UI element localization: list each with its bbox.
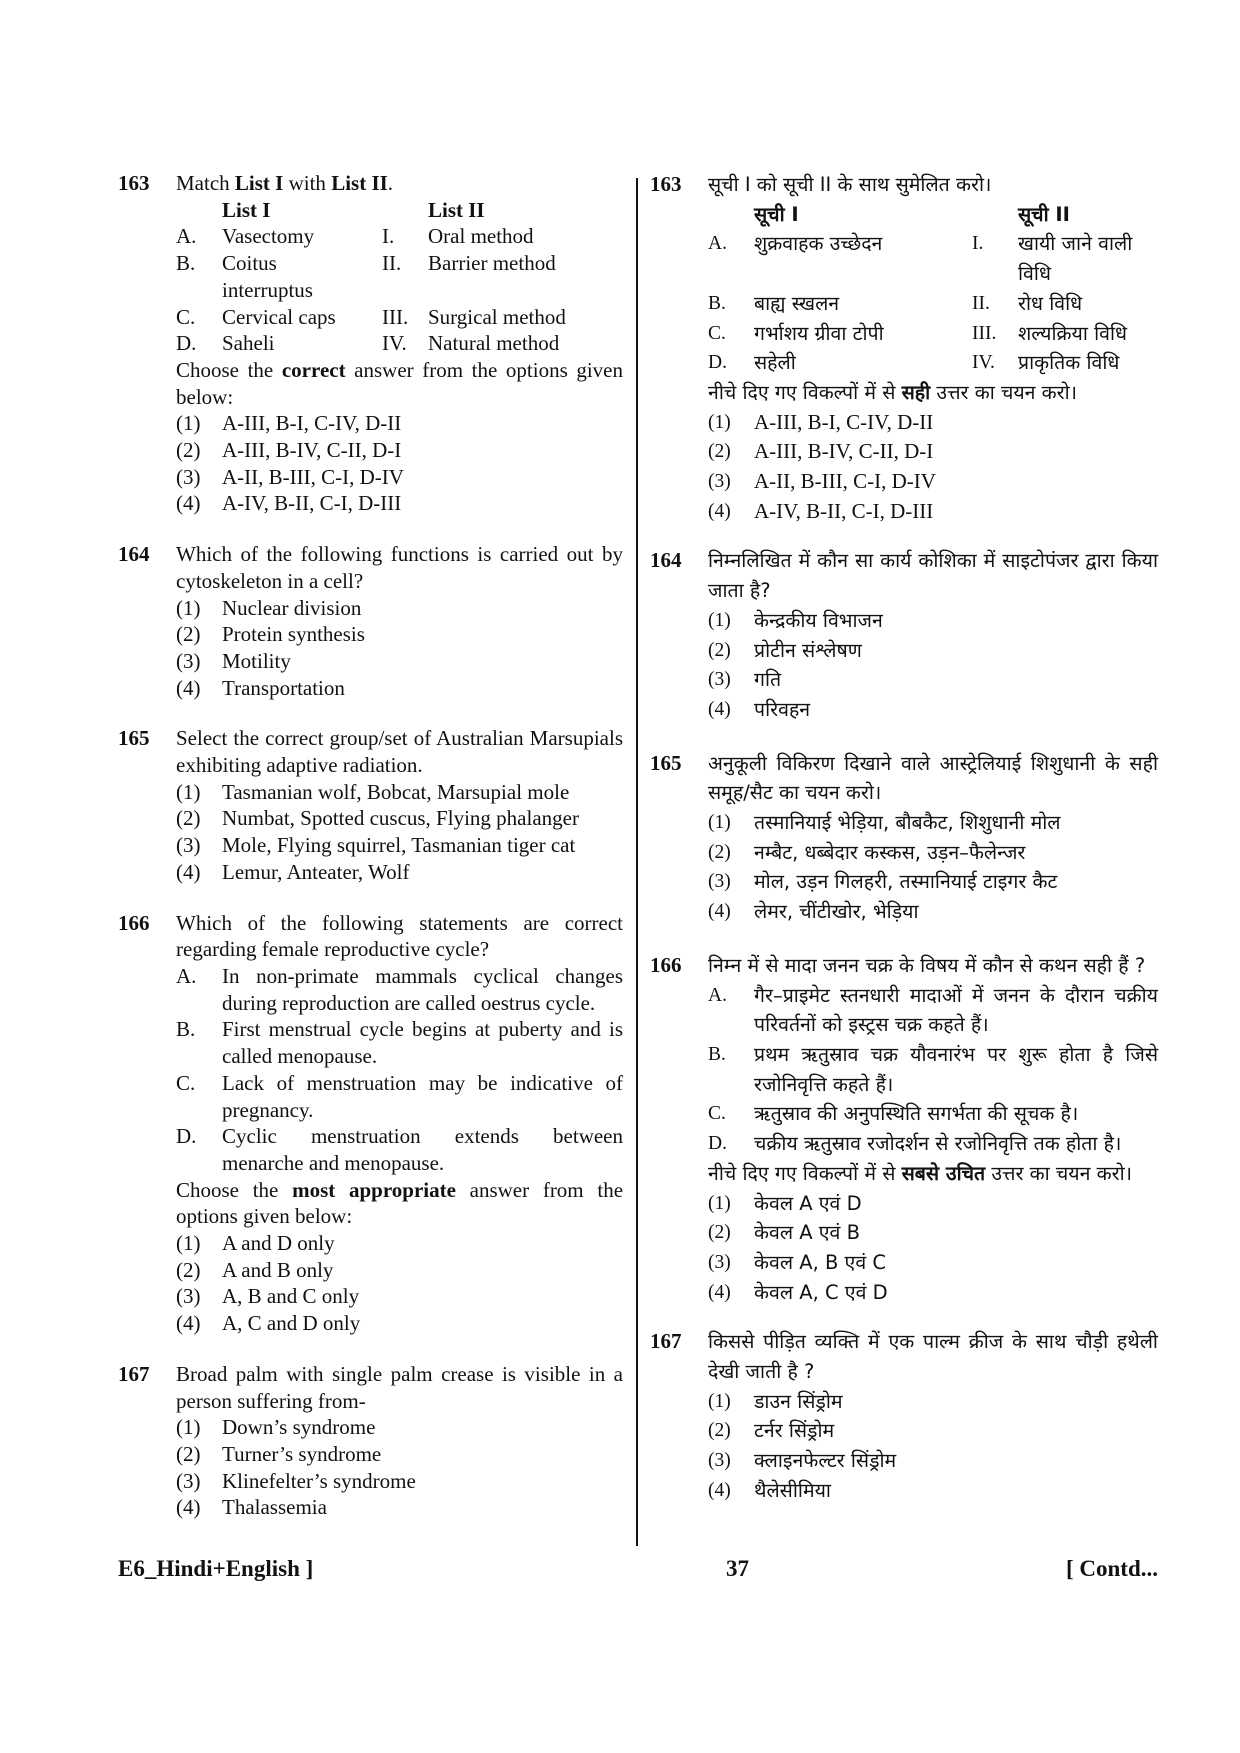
option-4[interactable]: (4) A, C and D only	[176, 1311, 361, 1336]
option-4[interactable]: (4) Thalassemia	[176, 1495, 327, 1520]
question-stem: Which of the following statements are correct regarding female reproductive cycle?	[176, 910, 623, 962]
choose-instruction: Choose the correct answer from the options given below:	[176, 357, 624, 409]
option-2[interactable]: (2) प्रोटीन संश्लेषण	[708, 638, 862, 662]
statement-b: B. प्रथम ऋतुस्राव चक्र यौवनारंभ पर शुरू होता है जिसे रजोनिवृत्ति कहते हैं।	[708, 1042, 1158, 1096]
option-4[interactable]: (4) Lemur, Anteater, Wolf	[176, 859, 410, 884]
question-163-en	[118, 170, 623, 517]
option-4[interactable]: (4) लेमर, चींटीखोर, भेड़िया	[708, 900, 919, 924]
option-4[interactable]: (4) A-IV, B-II, C-I, D-III	[708, 498, 934, 523]
match-table-row: A. शुक्रवाहक उच्छेदन I. खायी जाने वाली विधि	[708, 232, 1133, 286]
question-167-hi	[650, 1327, 1158, 1505]
option-2[interactable]: (2) Protein synthesis	[176, 622, 365, 647]
option-1[interactable]: (1) केवल A एवं D	[708, 1191, 862, 1215]
choose-instruction: Choose the most appropriate answer from the options given below:	[176, 1177, 624, 1229]
choose-instruction: नीचे दिए गए विकल्पों में से सही उत्तर का चयन करो।	[708, 380, 1078, 404]
match-table-row: interruptus	[222, 277, 313, 302]
option-1[interactable]: (1) Tasmanian wolf, Bobcat, Marsupial mole	[176, 779, 570, 804]
option-3[interactable]: (3) A-II, B-III, C-I, D-IV	[708, 469, 936, 494]
question-stem: किससे पीड़ित व्यक्ति में एक पाल्म क्रीज के साथ चौड़ी हथेली देखी जाती है ?	[708, 1330, 1158, 1384]
statement-c: C. ऋतुस्राव की अनुपस्थिति सगर्भता की सूचक है।	[708, 1102, 1079, 1126]
option-4[interactable]: (4) Transportation	[176, 675, 345, 700]
question-number: 164	[650, 548, 682, 573]
question-number: 167	[118, 1361, 150, 1386]
statement-a: A. In non-primate mammals cyclical changes during reproduction are called oestrus cycle.	[176, 963, 623, 1015]
option-3[interactable]: (3) गति	[708, 668, 782, 692]
question-stem: सूची I को सूची II के साथ सुमेलित करो।	[708, 173, 992, 196]
question-stem: निम्न में से मादा जनन चक्र के विषय में कौन से कथन सही हैं ?	[708, 953, 1146, 977]
statement-d: D. Cyclic menstruation extends between menarche and menopause.	[176, 1124, 623, 1175]
option-1[interactable]: (1) Down’s syndrome	[176, 1415, 376, 1440]
match-table-row: D. सहेली IV. प्राकृतिक विधि	[708, 351, 1120, 375]
option-3[interactable]: (3) A-II, B-III, C-I, D-IV	[176, 464, 404, 489]
option-1[interactable]: (1) तस्मानियाई भेड़िया, बौबकैट, शिशुधानी मोल	[708, 811, 1061, 835]
option-2[interactable]: (2) केवल A एवं B	[708, 1221, 860, 1245]
question-164-en	[118, 541, 623, 701]
paper-code: E6_Hindi+English ]	[118, 1556, 314, 1581]
question-stem: Match List I with List II.	[176, 171, 394, 195]
page-number: 37	[726, 1556, 749, 1581]
continued-label: [ Contd...	[1065, 1556, 1158, 1581]
question-166-en	[118, 910, 623, 1337]
question-167-en	[118, 1361, 623, 1521]
match-table-row: C. Cervical caps III. Surgical method	[176, 304, 566, 329]
question-stem: Select the correct group/set of Australian Marsupials exhibiting adaptive radiation.	[176, 726, 623, 778]
question-number: 167	[650, 1329, 682, 1354]
option-4[interactable]: (4) A-IV, B-II, C-I, D-III	[176, 491, 402, 516]
option-3[interactable]: (3) A, B and C only	[176, 1284, 360, 1309]
english-column	[118, 170, 623, 1521]
option-3[interactable]: (3) क्लाइनफेल्टर सिंड्रोम	[708, 1449, 897, 1473]
question-number: 165	[118, 726, 150, 751]
question-number: 166	[650, 952, 682, 977]
match-table-row: B. बाह्य स्खलन II. रोध विधि	[708, 291, 1083, 315]
option-2[interactable]: (2) नम्बैट, धब्बेदार कस्कस, उड़न–फैलेन्जर	[708, 840, 1026, 864]
option-1[interactable]: (1) डाउन सिंड्रोम	[708, 1389, 843, 1413]
question-165-hi	[650, 749, 1158, 927]
option-2[interactable]: (2) Numbat, Spotted cuscus, Flying phalanger	[176, 806, 579, 831]
match-table-row: B. Coitus II. Barrier method	[176, 251, 556, 276]
option-2[interactable]: (2) A-III, B-IV, C-II, D-I	[176, 438, 402, 463]
option-1[interactable]: (1) केन्द्रकीय विभाजन	[708, 608, 883, 632]
option-2[interactable]: (2) टर्नर सिंड्रोम	[708, 1419, 835, 1443]
question-number: 163	[118, 171, 150, 195]
match-table-header: List I List II	[222, 197, 485, 222]
option-3[interactable]: (3) मोल, उड़न गिलहरी, तस्मानियाई टाइगर कैट	[708, 870, 1058, 894]
option-3[interactable]: (3) Mole, Flying squirrel, Tasmanian tiger cat	[176, 833, 576, 858]
option-2[interactable]: (2) A-III, B-IV, C-II, D-I	[708, 439, 934, 464]
option-3[interactable]: (3) Klinefelter’s syndrome	[176, 1468, 416, 1493]
statement-d: D. चक्रीय ऋतुस्राव रजोदर्शन से रजोनिवृत्ति तक होता है।	[708, 1132, 1122, 1156]
question-163-hi	[650, 170, 1158, 526]
question-stem: अनुकूली विकिरण दिखाने वाले आस्ट्रेलियाई शिशुधानी के सही समूह/सैट का चयन करो।	[708, 751, 1158, 805]
question-stem: निम्नलिखित में कौन सा कार्य कोशिका में साइटोपंजर द्वारा किया जाता है?	[708, 549, 1158, 603]
option-4[interactable]: (4) केवल A, C एवं D	[708, 1280, 888, 1304]
option-1[interactable]: (1) A-III, B-I, C-IV, D-II	[708, 409, 934, 434]
statement-a: A. गैर–प्राइमेट स्तनधारी मादाओं में जनन के दौरान चक्रीय परिवर्तनों को इस्ट्रस चक्र कहते हैं।	[708, 983, 1158, 1037]
question-number: 165	[650, 750, 682, 775]
question-166-hi	[650, 951, 1158, 1307]
match-table-row: A. Vasectomy I. Oral method	[176, 224, 534, 249]
column-divider	[636, 178, 638, 1546]
question-stem: Which of the following functions is carried out by cytoskeleton in a cell?	[176, 542, 623, 593]
option-3[interactable]: (3) केवल A, B एवं C	[708, 1250, 886, 1274]
option-3[interactable]: (3) Motility	[176, 648, 291, 673]
question-165-en	[118, 725, 623, 885]
option-1[interactable]: (1) A and D only	[176, 1231, 335, 1256]
match-table-row: C. गर्भाशय ग्रीवा टोपी III. शल्यक्रिया विधि	[708, 321, 1128, 345]
question-number: 163	[650, 172, 682, 196]
option-4[interactable]: (4) परिवहन	[708, 697, 811, 721]
match-table-header: सूची I सूची II	[754, 202, 1070, 226]
question-164-hi	[650, 546, 1158, 724]
choose-instruction: नीचे दिए गए विकल्पों में से सबसे उचित उत्तर का चयन करो।	[708, 1161, 1133, 1185]
match-table-row: D. Saheli IV. Natural method	[176, 331, 560, 356]
question-stem: Broad palm with single palm crease is visible in a person suffering from-	[176, 1361, 623, 1413]
question-number: 166	[118, 910, 150, 935]
statement-c: C. Lack of menstruation may be indicative of pregnancy.	[176, 1070, 623, 1122]
option-2[interactable]: (2) Turner’s syndrome	[176, 1441, 382, 1466]
option-1[interactable]: (1) A-III, B-I, C-IV, D-II	[176, 411, 402, 436]
hindi-column	[650, 170, 1158, 1506]
option-2[interactable]: (2) A and B only	[176, 1257, 334, 1282]
option-4[interactable]: (4) थैलेसीमिया	[708, 1478, 831, 1502]
statement-b: B. First menstrual cycle begins at puberty and is called menopause.	[176, 1017, 623, 1069]
option-1[interactable]: (1) Nuclear division	[176, 595, 362, 620]
question-number: 164	[118, 542, 150, 567]
